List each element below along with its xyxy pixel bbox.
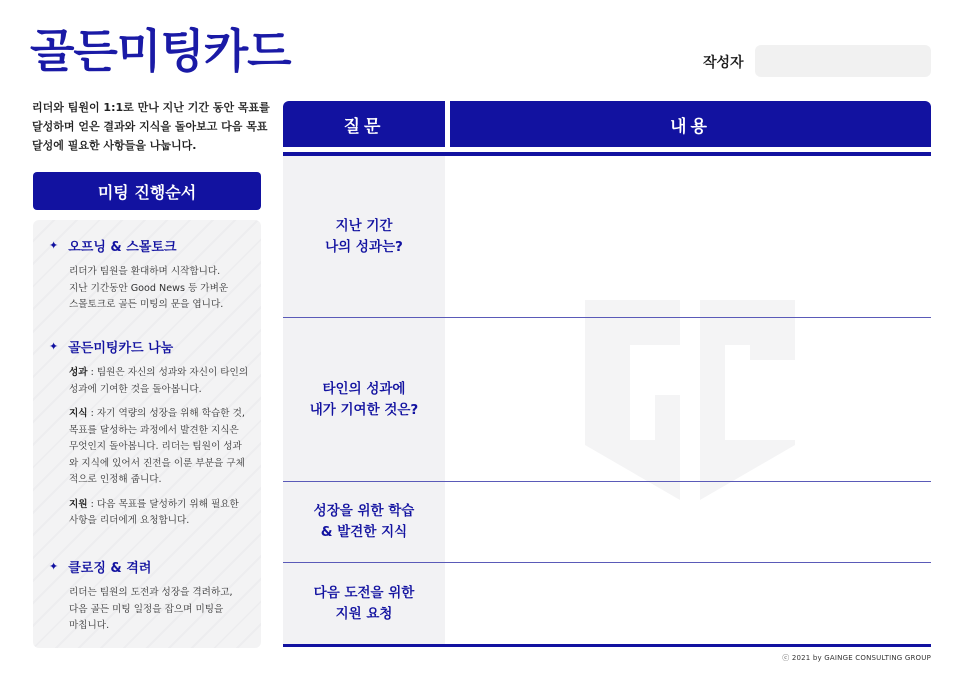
step-paragraph-performance: 성과 : 팀원은 자신의 성과와 자신이 타인의 성과에 기여한 것을 돌아봅니다. <box>69 367 249 395</box>
steps-panel <box>33 220 261 648</box>
diamond-bullet-icon: ✦ <box>49 340 59 353</box>
step-paragraph-knowledge: 지식 : 자기 역량의 성장을 위해 학습한 것, 목표를 달성하는 과정에서 발견한 지식은 무엇인지 돌아봅니다. 리더는 팀원이 성과와 지식에 있어서 진전을 이룬 부분을 구체적으로 인정해 줍니다. <box>69 408 245 485</box>
step-line: 리더가 팀원을 환대하며 시작합니다. <box>69 266 221 277</box>
step-line: 지난 기간동안 Good News 등 가벼운 <box>69 282 229 294</box>
author-input[interactable] <box>755 45 931 77</box>
gc-logo-watermark <box>585 300 795 500</box>
step-title: 골든미팅카드 나눔 <box>68 341 174 356</box>
author-label: 작성자 <box>703 55 744 71</box>
step-opening <box>49 236 249 314</box>
step-line: 다음 골든 미팅 일정을 잡으며 미팅을 <box>69 603 224 615</box>
copyright-footer: ⓒ 2021 by GAINGE CONSULTING GROUP <box>782 654 931 662</box>
intro-text: 리더와 팀원이 1:1로 만나 지난 기간 동안 목표를 달성하며 얻은 결과와 지식을 돌아보고 다음 목표 달성에 필요한 사항들을 나눕니다. <box>32 101 270 152</box>
step-title: 오프닝 & 스몰토크 <box>68 240 177 255</box>
content-column-header: 내용 <box>450 101 931 147</box>
step-line: 스몰토크로 골든 미팅의 문을 엽니다. <box>69 299 224 310</box>
question-cell: 성장을 위한 학습 & 발견한 지식 <box>313 503 415 540</box>
step-sharing <box>49 337 249 538</box>
step-title: 클로징 & 격려 <box>68 561 152 576</box>
diamond-bullet-icon: ✦ <box>49 239 59 252</box>
step-closing <box>49 557 249 635</box>
step-line: 리더는 팀원의 도전과 성장을 격려하고, <box>69 587 233 598</box>
question-cell: 지난 기간 나의 성과는? <box>325 217 403 255</box>
question-cell: 다음 도전을 위한 지원 요청 <box>313 584 415 622</box>
table-bottom-rule <box>283 644 931 647</box>
steps-header: 미팅 진행순서 <box>33 172 261 210</box>
step-paragraph-support: 지원 : 다음 목표를 달성하기 위해 필요한 사항을 리더에게 요청합니다. <box>69 498 239 526</box>
question-column-header: 질문 <box>283 101 445 147</box>
question-cell: 타인의 성과에 내가 기여한 것은? <box>309 380 419 418</box>
page-title: 골든미팅카드 <box>30 24 291 78</box>
diamond-bullet-icon: ✦ <box>49 560 59 573</box>
step-line: 마칩니다. <box>69 620 110 631</box>
